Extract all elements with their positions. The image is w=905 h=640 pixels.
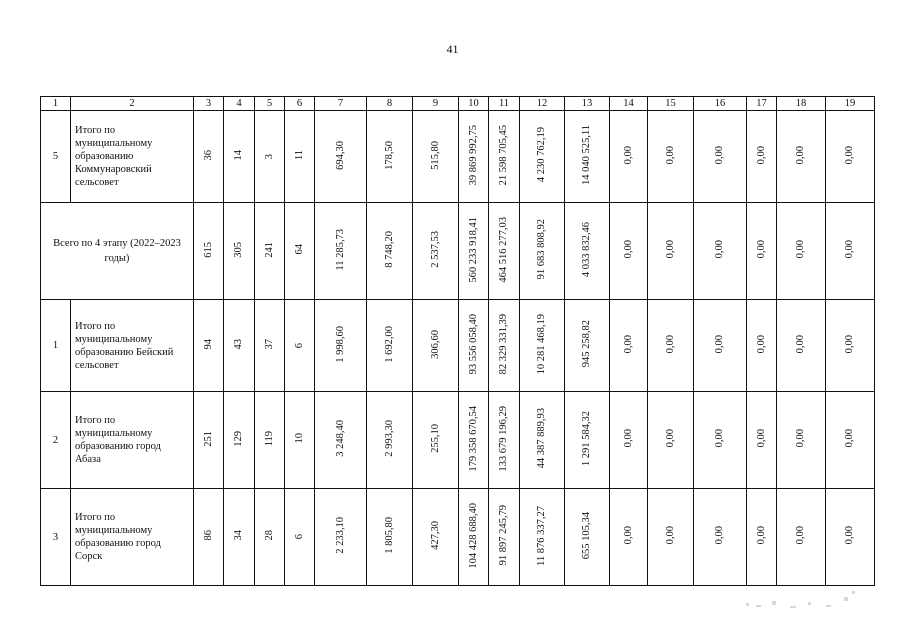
cell-value: 36	[202, 149, 214, 161]
report-table	[40, 96, 875, 586]
cell-value: 0,00	[664, 240, 676, 259]
cell-value: 0,00	[714, 429, 725, 448]
cell-value: 0,00	[795, 240, 806, 259]
cell-value: 28	[263, 530, 275, 541]
table-row	[41, 489, 875, 586]
cell-value: 8 748,20	[383, 231, 395, 268]
cell-value: 2 993,30	[383, 420, 395, 457]
column-header: 4	[224, 97, 255, 111]
cell-value: 0,00	[844, 240, 855, 259]
cell-value: 3 248,40	[334, 420, 346, 457]
cell-value: 1 291 584,32	[581, 410, 592, 467]
cell-value: 21 598 705,45	[498, 124, 509, 186]
cell-value: 0,00	[844, 429, 855, 448]
cell-value: 6	[293, 342, 305, 348]
cell-value: 43	[233, 338, 244, 350]
cell-value: 0,00	[755, 429, 767, 448]
cell-value: 94	[202, 338, 214, 350]
row-number: 3	[41, 489, 71, 586]
cell-value: 0,00	[714, 240, 725, 259]
cell-value: 104 428 688,40	[467, 502, 479, 569]
cell-value: 37	[263, 338, 275, 350]
cell-value: 14 040 525,11	[581, 125, 592, 185]
cell-value: 0,00	[622, 145, 634, 165]
column-header: 6	[285, 97, 315, 111]
cell-value: 2 233,10	[334, 517, 346, 554]
cell-value: 305	[233, 241, 244, 258]
column-header: 12	[520, 97, 565, 111]
column-header: 10	[459, 97, 489, 111]
cell-value: 0,00	[795, 526, 806, 545]
column-header: 3	[194, 97, 224, 111]
row-name: Итого по муниципальному образованию город Сорск	[71, 489, 194, 586]
cell-value: 11 285,73	[334, 228, 346, 271]
cell-value: 10 281 468,19	[536, 313, 547, 375]
cell-value: 178,50	[383, 140, 395, 170]
column-number-row	[41, 97, 875, 111]
cell-value: 0,00	[844, 334, 855, 354]
cell-value: 14	[233, 149, 244, 161]
column-header: 1	[41, 97, 71, 111]
cell-value: 64	[293, 244, 305, 255]
cell-value: 4 230 762,19	[536, 127, 547, 183]
column-header: 15	[648, 97, 694, 111]
row-number: 5	[41, 111, 71, 203]
cell-value: 91 897 245,79	[498, 505, 509, 566]
cell-value: 694,30	[334, 140, 346, 170]
cell-value: 133 679 196,29	[498, 405, 509, 472]
cell-value: 91 683 808,92	[536, 219, 547, 280]
cell-value: 0,00	[664, 526, 676, 545]
cell-value: 0,00	[664, 334, 676, 354]
column-header: 14	[610, 97, 648, 111]
cell-value: 6	[293, 534, 305, 540]
table-row	[41, 111, 875, 203]
cell-value: 1 805,80	[383, 517, 395, 554]
cell-value: 3	[263, 153, 275, 159]
cell-value: 251	[202, 430, 214, 447]
row-name: Итого по муниципальному образованию Коммунаровский сельсовет	[71, 111, 194, 203]
table-row-total	[41, 203, 875, 300]
cell-value: 255,10	[429, 424, 441, 453]
cell-value: 0,00	[755, 145, 767, 165]
cell-value: 306,60	[429, 329, 441, 359]
column-header: 7	[315, 97, 367, 111]
row-number: 1	[41, 300, 71, 392]
cell-value: 0,00	[714, 145, 725, 165]
table-row	[41, 392, 875, 489]
table-row	[41, 300, 875, 392]
cell-value: 241	[263, 241, 275, 258]
page-number: 41	[446, 42, 459, 56]
cell-value: 4 033 832,46	[581, 221, 592, 278]
column-header: 16	[694, 97, 747, 111]
cell-value: 39 869 992,75	[467, 124, 479, 186]
cell-value: 560 233 918,41	[467, 216, 479, 283]
row-name: Итого по муниципальному образованию Бейский сельсовет	[71, 300, 194, 392]
cell-value: 0,00	[755, 240, 767, 259]
cell-value: 2 537,53	[429, 231, 441, 268]
cell-value: 0,00	[664, 429, 676, 448]
cell-value: 0,00	[714, 526, 725, 545]
row-number: 2	[41, 392, 71, 489]
column-header: 18	[777, 97, 826, 111]
cell-value: 945 258,82	[581, 320, 592, 368]
column-header: 17	[747, 97, 777, 111]
cell-value: 179 358 670,54	[467, 405, 479, 472]
cell-value: 0,00	[622, 334, 634, 354]
cell-value: 1 998,60	[334, 325, 346, 363]
row-name: Итого по муниципальному образованию город Абаза	[71, 392, 194, 489]
cell-value: 86	[202, 530, 214, 541]
cell-value: 0,00	[795, 429, 806, 448]
cell-value: 0,00	[622, 429, 634, 448]
cell-value: 34	[233, 530, 244, 541]
row-name: Всего по 4 этапу (2022–2023 годы)	[41, 203, 194, 300]
cell-value: 464 516 277,03	[498, 216, 509, 283]
cell-value: 0,00	[664, 145, 676, 165]
column-header: 8	[367, 97, 413, 111]
cell-value: 0,00	[622, 526, 634, 545]
cell-value: 0,00	[622, 240, 634, 259]
column-header: 2	[71, 97, 194, 111]
cell-value: 82 329 331,39	[498, 313, 509, 375]
column-header: 13	[565, 97, 610, 111]
cell-value: 0,00	[795, 145, 806, 165]
cell-value: 11 876 337,27	[536, 505, 547, 566]
cell-value: 0,00	[714, 334, 725, 354]
column-header: 9	[413, 97, 459, 111]
column-header: 19	[826, 97, 875, 111]
cell-value: 0,00	[844, 145, 855, 165]
cell-value: 0,00	[755, 334, 767, 354]
cell-value: 615	[202, 241, 214, 258]
scan-artifact	[742, 585, 862, 615]
cell-value: 1 692,00	[383, 325, 395, 363]
cell-value: 10	[293, 433, 305, 444]
cell-value: 119	[263, 430, 275, 447]
cell-value: 0,00	[844, 526, 855, 545]
cell-value: 427,30	[429, 521, 441, 550]
cell-value: 655 105,34	[581, 511, 592, 560]
cell-value: 44 387 889,93	[536, 408, 547, 469]
cell-value: 0,00	[755, 526, 767, 545]
cell-value: 129	[233, 430, 244, 447]
column-header: 11	[489, 97, 520, 111]
cell-value: 515,80	[429, 140, 441, 170]
cell-value: 0,00	[795, 334, 806, 354]
cell-value: 93 556 058,40	[467, 313, 479, 375]
cell-value: 11	[293, 149, 305, 161]
column-header: 5	[255, 97, 285, 111]
